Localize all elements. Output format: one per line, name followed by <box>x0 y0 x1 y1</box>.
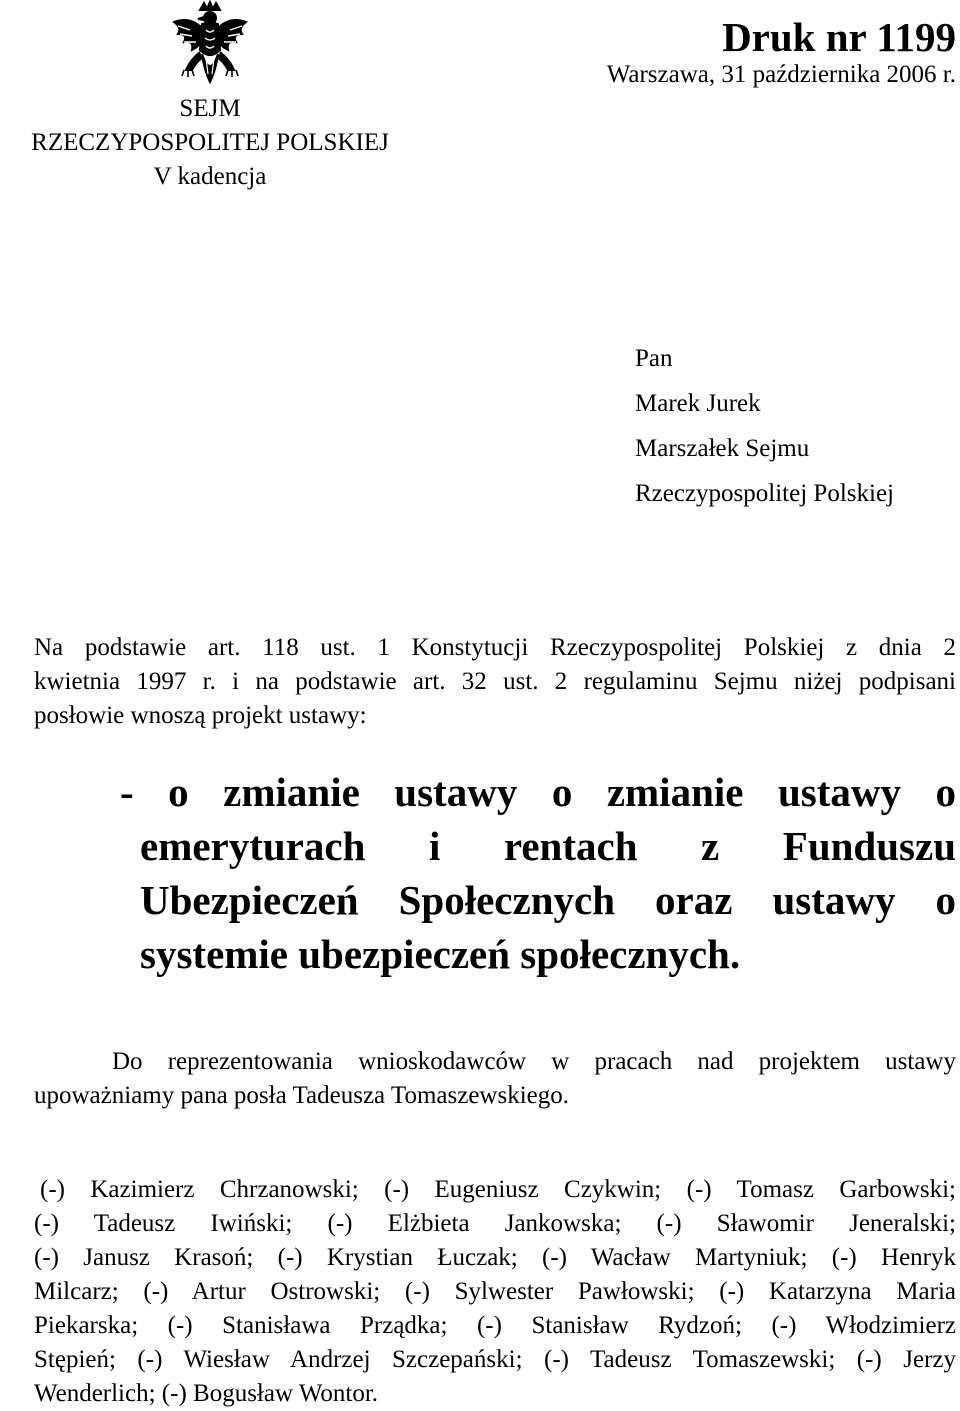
chamber-line: SEJM <box>179 95 241 122</box>
signers-line: Wenderlich; (-) Bogusław Wontor. <box>34 1380 379 1407</box>
signers-line: Milcarz; (-) Artur Ostrowski; (-) Sylwester Pawłowski; (-) Katarzyna Maria <box>34 1278 956 1305</box>
place-date: Warszawa, 31 października 2006 r. <box>606 61 956 88</box>
chamber-heading <box>0 92 420 194</box>
intro-line: Na podstawie art. 118 ust. 1 Konstytucji Rzeczypospolitej Polskiej z dnia 2 <box>34 634 956 661</box>
eagle-emblem-icon <box>160 0 260 92</box>
signers-line: (-) Janusz Krasoń; (-) Krystian Łuczak; (-) Wacław Martyniuk; (-) Henryk <box>34 1244 956 1271</box>
bill-title-line: - o zmianie ustawy o zmianie ustawy o <box>120 769 956 815</box>
intro-line: kwietnia 1997 r. i na podstawie art. 32 ust. 2 regulaminu Sejmu niżej podpisani <box>34 668 956 695</box>
print-number: Druk nr 1199 <box>722 14 956 60</box>
intro-line: posłowie wnoszą projekt ustawy: <box>34 702 367 729</box>
signers-line: (-) Kazimierz Chrzanowski; (-) Eugeniusz Czykwin; (-) Tomasz Garbowski; <box>40 1176 956 1203</box>
representation-paragraph <box>34 1045 956 1113</box>
addressee-line: Pan <box>635 345 673 372</box>
bill-title <box>120 765 956 981</box>
addressee-block <box>635 336 894 516</box>
addressee-line: Marek Jurek <box>635 390 761 417</box>
signers-line: Piekarska; (-) Stanisława Prządka; (-) Stanisław Rydzoń; (-) Włodzimierz <box>34 1312 956 1339</box>
representation-line: Do reprezentowania wnioskodawców w pracach nad projektem ustawy <box>112 1048 956 1075</box>
chamber-line: V kadencja <box>153 163 267 190</box>
signers-line: (-) Tadeusz Iwiński; (-) Elżbieta Jankowska; (-) Sławomir Jeneralski; <box>34 1210 956 1237</box>
bill-title-line: Ubezpieczeń Społecznych oraz ustawy o <box>140 877 956 923</box>
chamber-line: RZECZYPOSPOLITEJ POLSKIEJ <box>31 129 389 156</box>
intro-paragraph <box>34 631 956 733</box>
signers-line: Stępień; (-) Wiesław Andrzej Szczepański; (-) Tadeusz Tomaszewski; (-) Jerzy <box>34 1346 956 1373</box>
representation-line: upoważniamy pana posła Tadeusza Tomaszewskiego. <box>34 1082 569 1109</box>
addressee-line: Marszałek Sejmu <box>635 435 810 462</box>
bill-title-line: emeryturach i rentach z Funduszu <box>140 823 956 869</box>
signers-list <box>34 1173 956 1411</box>
addressee-line: Rzeczypospolitej Polskiej <box>635 480 894 507</box>
bill-title-line: systemie ubezpieczeń społecznych. <box>140 931 741 977</box>
